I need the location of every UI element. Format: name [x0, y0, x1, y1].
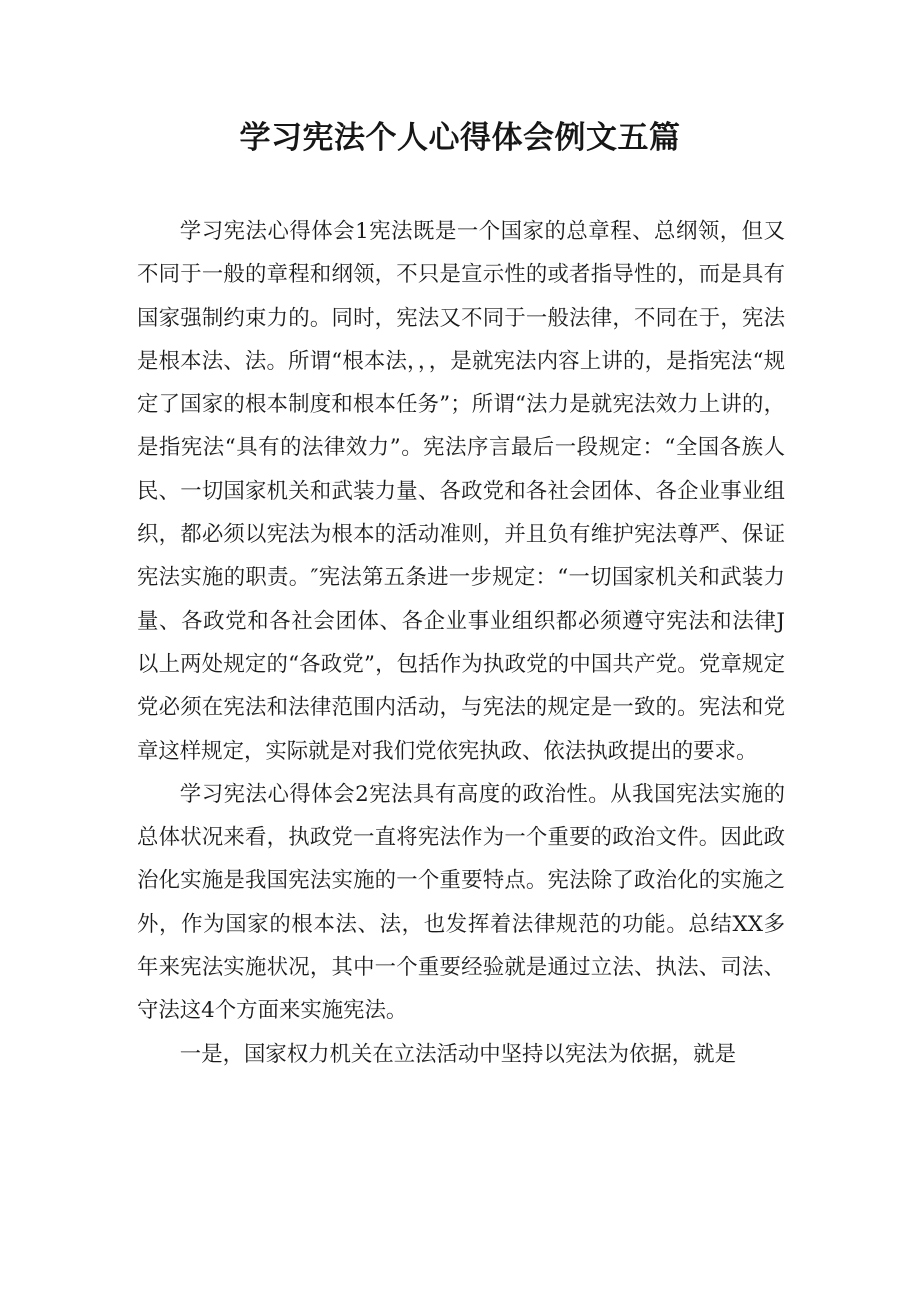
page-title: 学习宪法个人心得体会例文五篇	[239, 120, 681, 156]
paragraph-1: 学习宪法心得体会1宪法既是一个国家的总章程、总纲领，但又不同于一般的章程和纲领，不只是宣示性的或者指导性的，而是具有国家强制约束力的。同时，宪法又不同于一般法律，不同在于，宪法是根本法、法。所谓“根本法，，，是就宪法内容上讲的，是指宪法“规定了国家的根本制度和根本任务”；所谓“法力是就宪法效力上讲的，是指宪法“具有的法律效力”。宪法序言最后一段规定：“全国各族人民、一切国家机关和武装力量、各政党和各社会团体、各企业事业组织，都必须以宪法为根本的活动准则，并且负有维护宪法尊严、保证宪法实施的职责。″宪法第五条进一步规定：“一切国家机关和武装力量、各政党和各社会团体、各企业事业组织都必须遵守宪法和法律J以上两处规定的“各政党”，包括作为执政党的中国共产党。党章规定党必须在宪法和法律范围内活动，与宪法的规定是一致的。宪法和党章这样规定，实际就是对我们党依宪执政、依法执政提出的要求。	[137, 219, 785, 764]
paragraph-2: 学习宪法心得体会2宪法具有高度的政治性。从我国宪法实施的总体状况来看，执政党一直将宪法作为一个重要的政治文件。因此政治化实施是我国宪法实施的一个重要特点。宪法除了政治化的实施之外，作为国家的根本法、法，也发挥着法律规范的功能。总结XX多年来宪法实施状况，其中一个重要经验就是通过立法、执法、司法、守法这4个方面来实施宪法。	[137, 781, 785, 1024]
paragraph-3: 一是，国家权力机关在立法活动中坚持以宪法为依据，就是	[179, 1041, 736, 1067]
document-body	[137, 210, 785, 1076]
